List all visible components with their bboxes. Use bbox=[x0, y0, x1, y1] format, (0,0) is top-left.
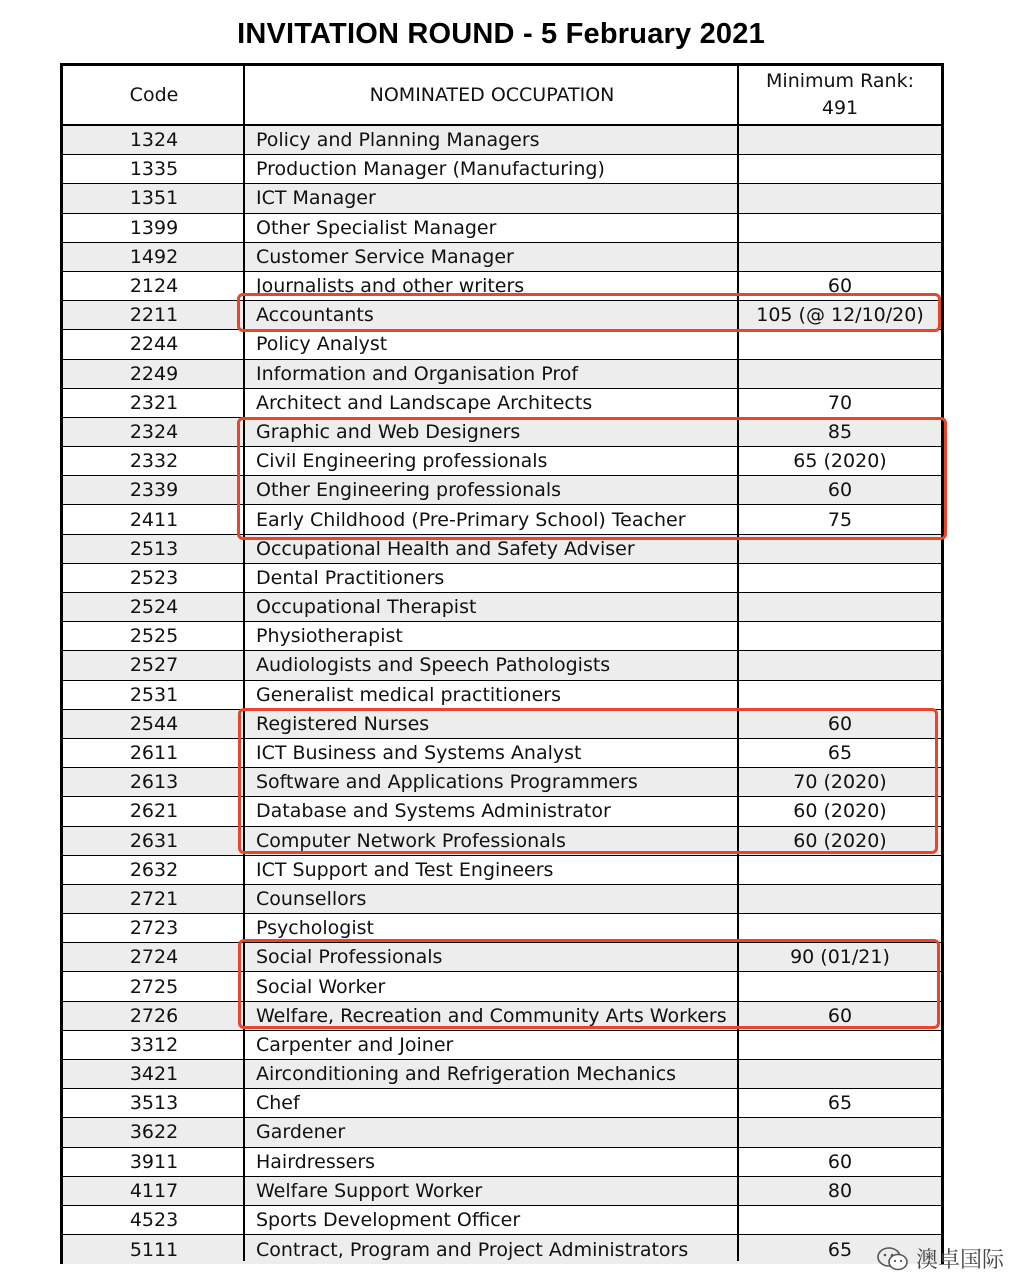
cell-code: 2332 bbox=[129, 450, 179, 473]
table-row bbox=[63, 622, 941, 651]
cell-minimum-rank: 80 bbox=[827, 1179, 853, 1202]
cell-occupation: Psychologist bbox=[256, 917, 374, 940]
cell-occupation: Welfare, Recreation and Community Arts Workers bbox=[256, 1004, 727, 1027]
cell-minimum-rank: 60 (2020) bbox=[793, 800, 887, 823]
cell-occupation: Social Professionals bbox=[256, 946, 443, 969]
cell-minimum-rank bbox=[739, 856, 941, 884]
cell-code: 2721 bbox=[129, 887, 179, 910]
cell-minimum-rank bbox=[739, 593, 941, 621]
table-row bbox=[63, 126, 941, 155]
cell-minimum-rank bbox=[739, 535, 941, 563]
table-row bbox=[63, 681, 941, 710]
cell-code: 1335 bbox=[129, 158, 179, 181]
cell-minimum-rank: 105 (@ 12/10/20) bbox=[756, 304, 924, 327]
cell-minimum-rank bbox=[739, 914, 941, 942]
cell-occupation: Generalist medical practitioners bbox=[256, 683, 561, 706]
cell-code: 3513 bbox=[129, 1092, 179, 1115]
cell-code: 1492 bbox=[129, 245, 179, 268]
cell-code: 2211 bbox=[129, 304, 179, 327]
table-row bbox=[63, 768, 941, 797]
cell-minimum-rank: 65 bbox=[827, 742, 853, 765]
table-row bbox=[63, 593, 941, 622]
table-row bbox=[63, 1235, 941, 1264]
cell-code: 2544 bbox=[129, 712, 179, 735]
cell-code: 2631 bbox=[129, 829, 179, 852]
table-row bbox=[63, 1002, 941, 1031]
cell-occupation: Sports Development Officer bbox=[256, 1209, 521, 1232]
cell-code: 5111 bbox=[129, 1238, 179, 1261]
cell-occupation: ICT Support and Test Engineers bbox=[256, 858, 554, 881]
cell-occupation: Hairdressers bbox=[256, 1150, 376, 1173]
cell-minimum-rank bbox=[739, 651, 941, 679]
cell-occupation: Policy Analyst bbox=[256, 333, 388, 356]
table-row bbox=[63, 797, 941, 826]
cell-minimum-rank: 60 bbox=[827, 1150, 853, 1173]
cell-occupation: Other Specialist Manager bbox=[256, 216, 497, 239]
table-row bbox=[63, 885, 941, 914]
cell-occupation: Computer Network Professionals bbox=[256, 829, 566, 852]
table-row bbox=[63, 943, 941, 972]
cell-occupation: Gardener bbox=[256, 1121, 346, 1144]
cell-occupation: Early Childhood (Pre-Primary School) Teacher bbox=[256, 508, 686, 531]
cell-occupation: Audiologists and Speech Pathologists bbox=[256, 654, 611, 677]
table-row bbox=[63, 330, 941, 359]
cell-code: 2723 bbox=[129, 917, 179, 940]
cell-code: 3312 bbox=[129, 1033, 179, 1056]
table-row bbox=[63, 301, 941, 330]
cell-minimum-rank bbox=[739, 184, 941, 212]
occupation-table bbox=[60, 63, 944, 1264]
cell-minimum-rank: 65 (2020) bbox=[793, 450, 887, 473]
cell-code: 2724 bbox=[129, 946, 179, 969]
cell-minimum-rank: 60 (2020) bbox=[793, 829, 887, 852]
header-code: Code bbox=[129, 83, 179, 106]
cell-minimum-rank bbox=[739, 360, 941, 388]
cell-occupation: Contract, Program and Project Administrators bbox=[256, 1238, 689, 1261]
cell-minimum-rank bbox=[739, 155, 941, 183]
cell-minimum-rank bbox=[739, 1206, 941, 1234]
cell-minimum-rank bbox=[739, 126, 941, 154]
cell-occupation: Customer Service Manager bbox=[256, 245, 514, 268]
table-row bbox=[63, 214, 941, 243]
cell-code: 2244 bbox=[129, 333, 179, 356]
cell-code: 2611 bbox=[129, 742, 179, 765]
header-rank-label: Minimum Rank: bbox=[766, 70, 914, 92]
cell-code: 2527 bbox=[129, 654, 179, 677]
table-row bbox=[63, 739, 941, 768]
cell-minimum-rank: 70 (2020) bbox=[793, 771, 887, 794]
cell-occupation: Counsellors bbox=[256, 887, 367, 910]
cell-code: 2523 bbox=[129, 566, 179, 589]
cell-minimum-rank bbox=[739, 330, 941, 358]
cell-minimum-rank bbox=[739, 214, 941, 242]
cell-occupation: Civil Engineering professionals bbox=[256, 450, 548, 473]
cell-minimum-rank bbox=[739, 564, 941, 592]
cell-code: 3911 bbox=[129, 1150, 179, 1173]
table-row bbox=[63, 272, 941, 301]
cell-occupation: Software and Applications Programmers bbox=[256, 771, 638, 794]
table-row bbox=[63, 389, 941, 418]
cell-occupation: Accountants bbox=[256, 304, 374, 327]
table-row bbox=[63, 447, 941, 476]
table-row bbox=[63, 651, 941, 680]
cell-occupation: Registered Nurses bbox=[256, 712, 430, 735]
cell-code: 2339 bbox=[129, 479, 179, 502]
table-row bbox=[63, 1148, 941, 1177]
header-rank-value: 491 bbox=[821, 97, 859, 119]
cell-code: 3622 bbox=[129, 1121, 179, 1144]
cell-occupation: ICT Business and Systems Analyst bbox=[256, 742, 582, 765]
cell-code: 2531 bbox=[129, 683, 179, 706]
cell-minimum-rank: 60 bbox=[827, 479, 853, 502]
cell-code: 2725 bbox=[129, 975, 179, 998]
table-row bbox=[63, 914, 941, 943]
cell-code: 2124 bbox=[129, 275, 179, 298]
table-row bbox=[63, 827, 941, 856]
cell-code: 2632 bbox=[129, 858, 179, 881]
cell-occupation: Information and Organisation Prof bbox=[256, 362, 579, 385]
cell-occupation: Graphic and Web Designers bbox=[256, 420, 521, 443]
cell-minimum-rank: 60 bbox=[827, 712, 853, 735]
table-row bbox=[63, 710, 941, 739]
cell-occupation: Dental Practitioners bbox=[256, 566, 445, 589]
cell-occupation: Architect and Landscape Architects bbox=[256, 391, 593, 414]
cell-minimum-rank: 60 bbox=[827, 1004, 853, 1027]
header-minimum-rank bbox=[739, 66, 941, 124]
cell-occupation: Welfare Support Worker bbox=[256, 1179, 483, 1202]
column-divider bbox=[737, 66, 739, 1261]
watermark bbox=[876, 1243, 1004, 1274]
cell-minimum-rank: 70 bbox=[827, 391, 853, 414]
cell-minimum-rank bbox=[739, 681, 941, 709]
table-row bbox=[63, 243, 941, 272]
cell-code: 3421 bbox=[129, 1063, 179, 1086]
cell-code: 2524 bbox=[129, 596, 179, 619]
cell-occupation: Production Manager (Manufacturing) bbox=[256, 158, 605, 181]
cell-code: 2249 bbox=[129, 362, 179, 385]
cell-code: 1399 bbox=[129, 216, 179, 239]
cell-minimum-rank bbox=[739, 1118, 941, 1146]
wechat-icon bbox=[876, 1246, 910, 1272]
table-row bbox=[63, 476, 941, 505]
cell-minimum-rank bbox=[739, 1031, 941, 1059]
cell-code: 2613 bbox=[129, 771, 179, 794]
cell-occupation: Social Worker bbox=[256, 975, 386, 998]
cell-code: 1351 bbox=[129, 187, 179, 210]
cell-minimum-rank: 60 bbox=[827, 275, 853, 298]
table-row bbox=[63, 505, 941, 534]
watermark-text: 澳卓国际 bbox=[915, 1248, 1004, 1273]
cell-minimum-rank: 90 (01/21) bbox=[790, 946, 890, 969]
table-row bbox=[63, 1177, 941, 1206]
cell-minimum-rank: 65 bbox=[827, 1092, 853, 1115]
cell-occupation: Occupational Health and Safety Adviser bbox=[256, 537, 635, 560]
cell-code: 4523 bbox=[129, 1209, 179, 1232]
table-row bbox=[63, 418, 941, 447]
cell-minimum-rank: 75 bbox=[827, 508, 853, 531]
page-title: INVITATION ROUND - 5 February 2021 bbox=[237, 18, 765, 50]
table-row bbox=[63, 1089, 941, 1118]
cell-code: 2621 bbox=[129, 800, 179, 823]
cell-occupation: ICT Manager bbox=[256, 187, 376, 210]
cell-code: 2513 bbox=[129, 537, 179, 560]
cell-occupation: Other Engineering professionals bbox=[256, 479, 562, 502]
cell-code: 2324 bbox=[129, 420, 179, 443]
cell-minimum-rank bbox=[739, 1060, 941, 1088]
table-row bbox=[63, 184, 941, 213]
cell-minimum-rank bbox=[739, 622, 941, 650]
table-row bbox=[63, 155, 941, 184]
table-row bbox=[63, 1206, 941, 1235]
table-row bbox=[63, 972, 941, 1001]
table-row bbox=[63, 856, 941, 885]
cell-code: 2411 bbox=[129, 508, 179, 531]
cell-code: 2726 bbox=[129, 1004, 179, 1027]
cell-occupation: Journalists and other writers bbox=[256, 275, 525, 298]
column-divider bbox=[243, 66, 245, 1261]
cell-code: 1324 bbox=[129, 129, 179, 152]
cell-occupation: Occupational Therapist bbox=[256, 596, 477, 619]
cell-occupation: Chef bbox=[256, 1092, 300, 1115]
cell-code: 4117 bbox=[129, 1179, 179, 1202]
table-row bbox=[63, 564, 941, 593]
cell-occupation: Policy and Planning Managers bbox=[256, 129, 540, 152]
table-row bbox=[63, 360, 941, 389]
table-body bbox=[63, 126, 941, 1264]
cell-occupation: Database and Systems Administrator bbox=[256, 800, 611, 823]
table-header bbox=[63, 66, 941, 126]
header-occupation: NOMINATED OCCUPATION bbox=[369, 83, 615, 106]
cell-minimum-rank: 85 bbox=[827, 420, 853, 443]
cell-minimum-rank: 65 bbox=[827, 1238, 853, 1261]
cell-minimum-rank bbox=[739, 885, 941, 913]
cell-code: 2525 bbox=[129, 625, 179, 648]
cell-minimum-rank bbox=[739, 972, 941, 1000]
table-row bbox=[63, 1118, 941, 1147]
cell-code: 2321 bbox=[129, 391, 179, 414]
cell-occupation: Physiotherapist bbox=[256, 625, 403, 648]
table-row bbox=[63, 1060, 941, 1089]
cell-occupation: Carpenter and Joiner bbox=[256, 1033, 454, 1056]
cell-minimum-rank bbox=[739, 243, 941, 271]
table-row bbox=[63, 1031, 941, 1060]
cell-occupation: Airconditioning and Refrigeration Mechanics bbox=[256, 1063, 677, 1086]
table-row bbox=[63, 535, 941, 564]
